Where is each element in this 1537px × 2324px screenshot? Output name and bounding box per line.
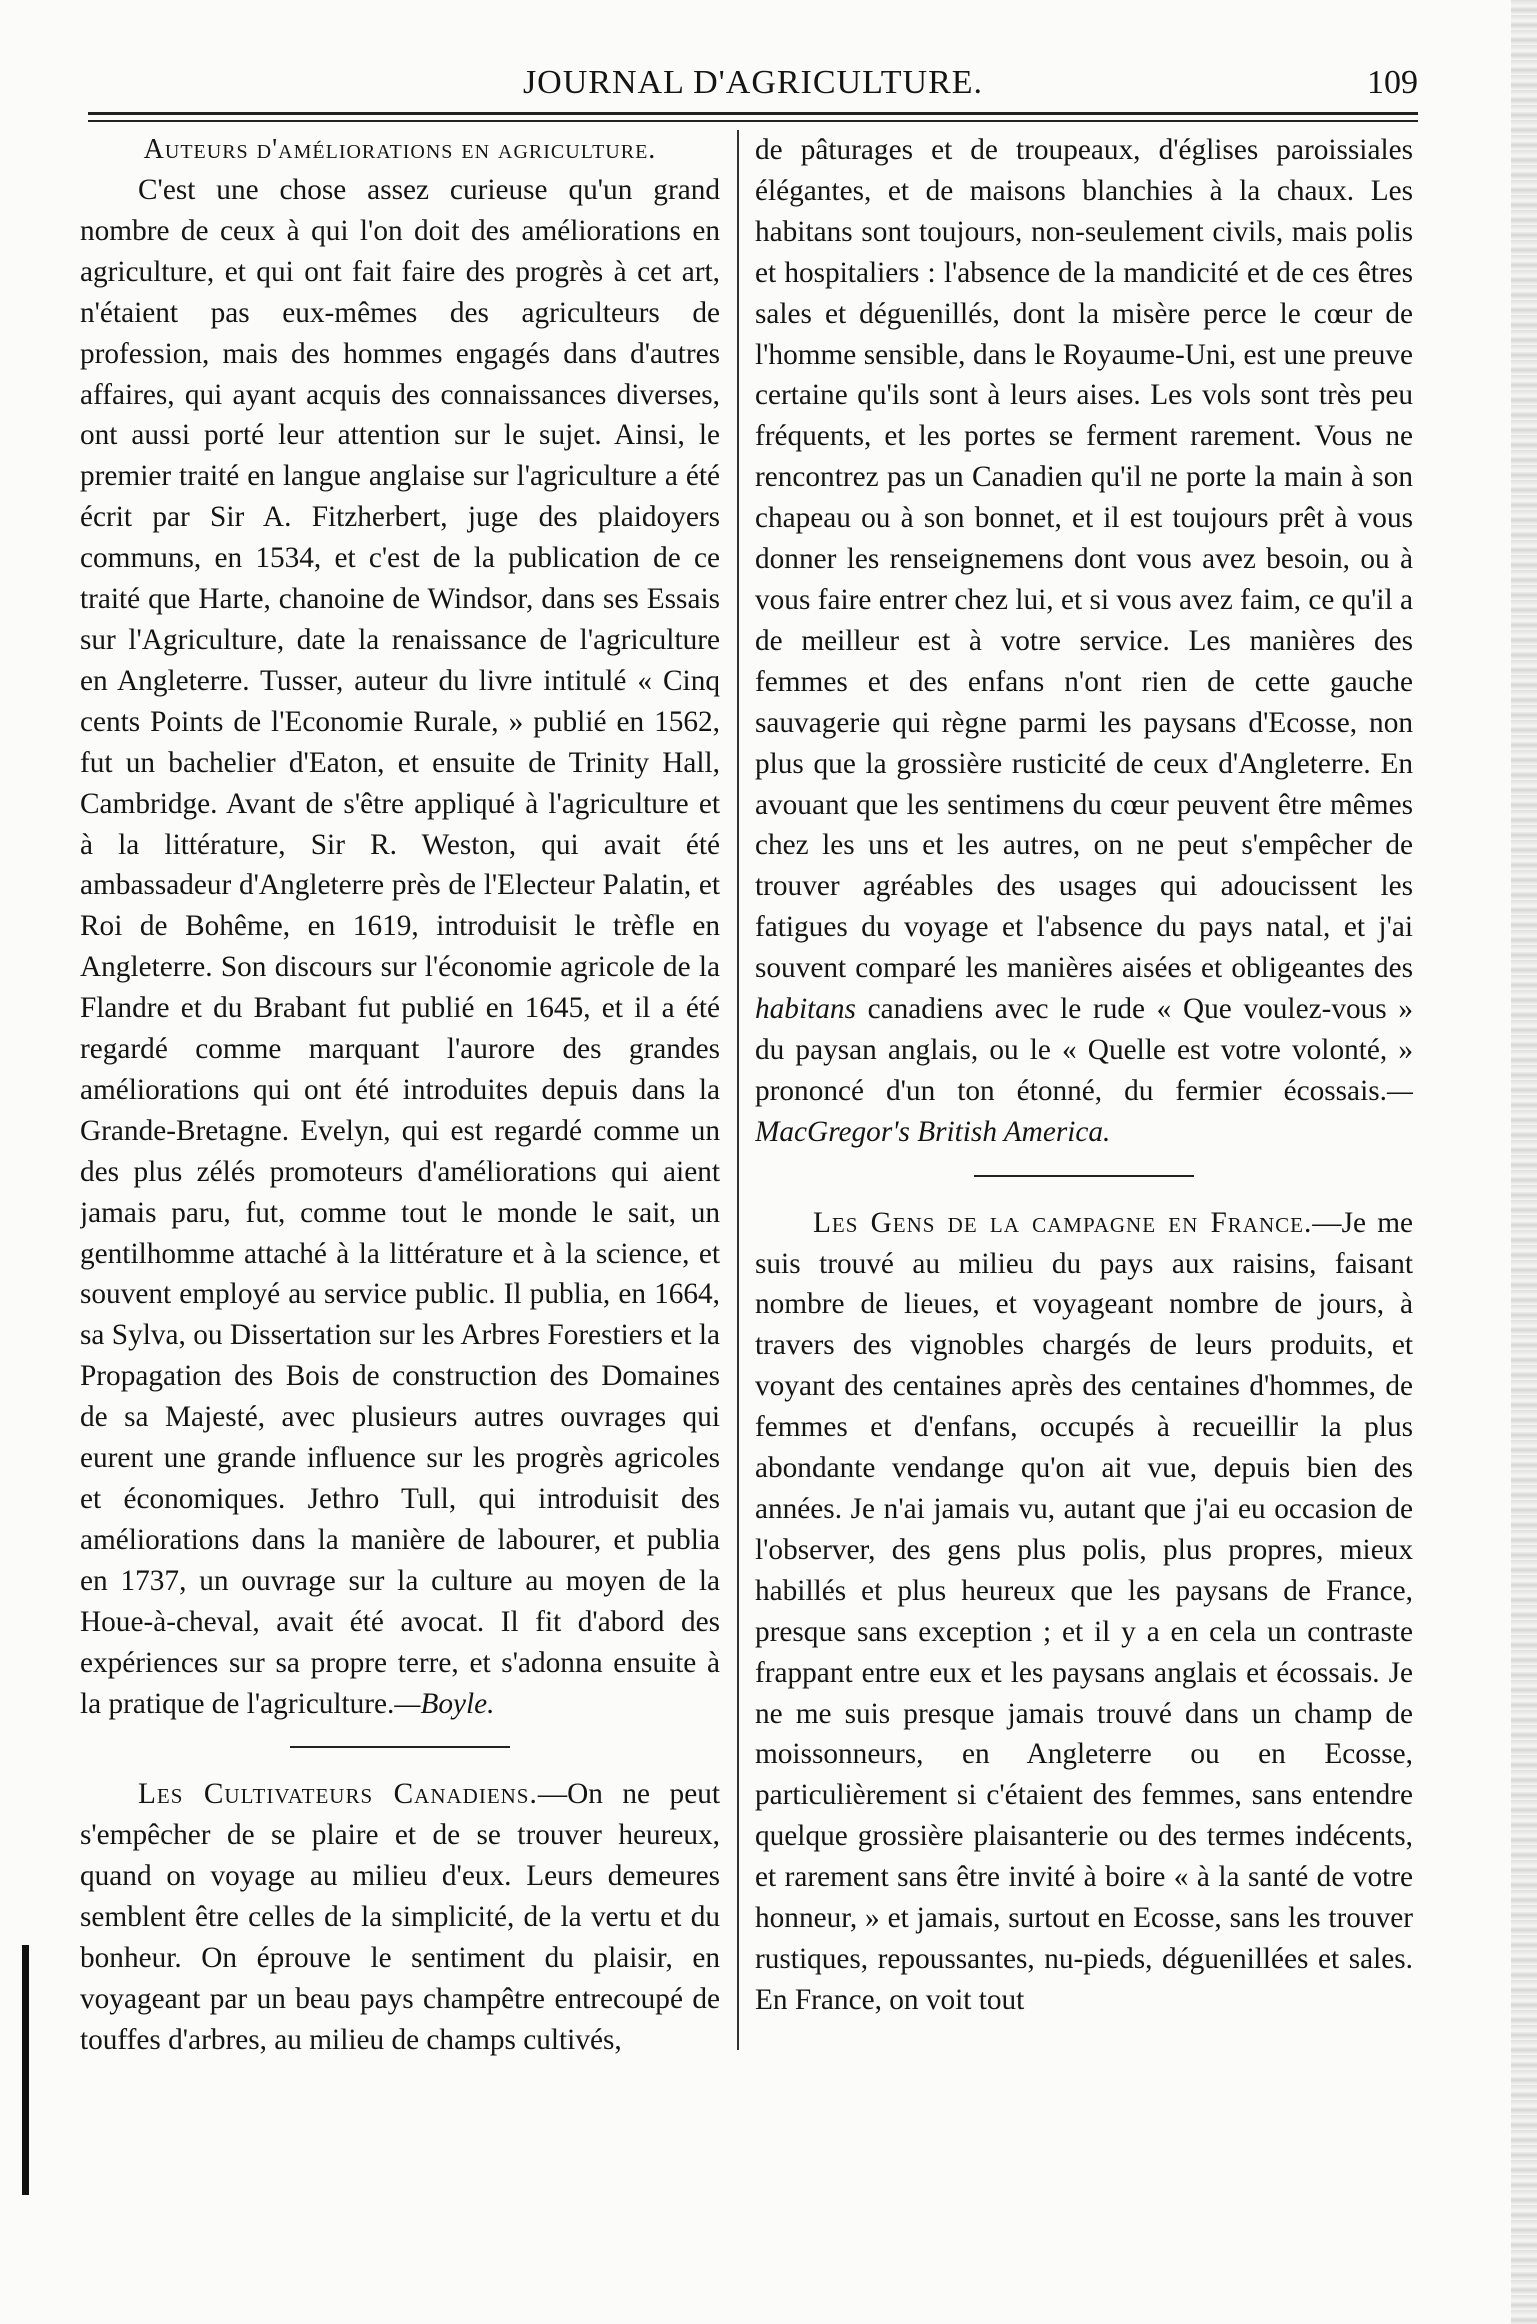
header-rule-thin xyxy=(88,120,1418,122)
italic-term: habitans xyxy=(755,993,856,1026)
running-header xyxy=(88,60,1418,110)
article-separator xyxy=(974,1175,1194,1177)
page-number: 109 xyxy=(1367,64,1418,101)
article-paragraph xyxy=(755,1203,1413,2021)
column-divider xyxy=(737,130,739,2050)
article-body: C'est une chose assez curieuse qu'un grand nombre de ceux à qui l'on doit des améliorations en agriculture, et qui ont fait faire des progrès à cet art, n'étaient pas eux-mêmes des agriculteurs de profession, mais des hommes engagés dans d'autres affaires, qui ayant acquis des connaissances diverses, ont aussi porté leur attention sur le sujet. Ainsi, le premier traité en langue anglaise sur l'agriculture a été écrit par Sir A. Fitzherbert, juge des plaidoyers communs, en 1534, et c'est de la publication de ce traité que Harte, chanoine de Windsor, dans ses Essais sur l'Agriculture, date la renaissance de l'agriculture en Angleterre. Tusser, auteur du livre intitulé « Cinq cents Points de l'Economie Rurale, » publié en 1562, fut un bachelier d'Eaton, et ensuite de Trinity Hall, Cambridge. Avant de s'être appliqué à l'agriculture et à la littérature, Sir R. Weston, qui avait été ambassadeur d'Angleterre près de l'Electeur Palatin, et Roi de Bohême, en 1619, introduisit le trèfle en Angleterre. Son discours sur l'économie agricole de la Flandre et du Brabant fut publié en 1645, et il a été regardé comme marquant l'aurore des grandes améliorations qui ont été introduites depuis dans la Grande-Bretagne. Evelyn, qui est regardé comme un des plus zélés promoteurs d'améliorations qui aient jamais paru, fut, comme tout le monde le sait, un gentilhomme attaché à la littérature et à la science, et souvent employé au service public. Il publia, en 1664, sa Sylva, ou Dissertation sur les Arbres Forestiers et la Propagation des Bois de construction des Domaines de sa Majesté, avec plusieurs autres ouvrages qui eurent une grande influence sur les progrès agricoles et économiques. Jethro Tull, qui introduisit des améliorations dans la manière de labourer, et publia en 1737, un ouvrage sur la culture au moyen de la Houe-à-cheval, avait été avocat. Il fit d'abord des expériences sur sa propre terre, et s'adonna ensuite à la pratique de l'agriculture. xyxy=(80,174,720,1720)
article-paragraph xyxy=(80,1774,720,2060)
article-paragraph xyxy=(80,170,720,1724)
article-cultivateurs xyxy=(80,1774,720,2060)
margin-mark xyxy=(22,1945,29,2195)
article-auteurs xyxy=(80,130,720,1724)
article-body: de pâturages et de troupeaux, d'églises paroissiales élégantes, et de maisons blanchies à la chaux. Les habitans sont toujours, non-seulement civils, mais polis et hospitaliers : l'absence de la mandicité et de ces êtres sales et déguenillés, dont la misère perce le cœur de l'homme sensible, dans le Royaume-Uni, est une preuve certaine qu'ils sont à leurs aises. Les vols sont très peu fréquents, et les portes se ferment rarement. Vous ne rencontrez pas un Canadien qu'il ne porte la main à son chapeau ou à son bonnet, et il est toujours prêt à vous donner les renseignemens dont vous avez besoin, ou à vous faire entrer chez lui, et si vous avez faim, ce qu'il a de meilleur est à votre service. Les manières des femmes et des enfans n'ont rien de cette gauche sauvagerie qui règne parmi les paysans d'Ecosse, non plus que la grossière rusticité de ceux d'Angleterre. En avouant que les sentimens du cœur peuvent être mêmes chez les uns et les autres, on ne peut s'empêcher de trouver agréables des usages qui adoucissent les fatigues du voyage et l'absence du pays natal, et j'ai souvent comparé les manières aisées et obligeantes des xyxy=(755,134,1413,985)
right-column xyxy=(755,130,1413,2255)
article-body: —Je me suis trouvé au milieu du pays aux raisins, faisant nombre de lieues, et voyageant nombre de jours, à travers des vignobles chargés de leurs produits, et voyant des centaines après des centaines d'hommes, de femmes et d'enfans, occupés à recueillir la plus abondante vendange qu'on ait vue, depuis bien des années. Je n'ai jamais vu, autant que j'ai eu occasion de l'observer, des gens plus polis, plus propres, mieux habillés et plus heureux que les paysans de France, presque sans exception ; et il y a en cela un contraste frappant entre eux et les paysans anglais et écossais. Je ne me suis presque jamais trouvé dans un champ de moissonneurs, en Angleterre ou en Ecosse, particulièrement si c'étaient des femmes, sans entendre quelque grossière plaisanterie ou des termes indécents, et rarement sans être invité à boire « à la santé de votre honneur, » et jamais, surtout en Ecosse, sans les trouver rustiques, repoussantes, nu-pieds, déguenillées et sales. En France, on voit tout xyxy=(755,1206,1413,2016)
article-cultivateurs-continued xyxy=(755,130,1413,1153)
header-rule-thick xyxy=(88,112,1418,115)
article-paragraph xyxy=(755,130,1413,1153)
left-column xyxy=(80,130,720,2255)
article-source: —Boyle. xyxy=(394,1687,495,1720)
article-separator xyxy=(290,1746,510,1748)
journal-title: JOURNAL D'AGRICULTURE. xyxy=(522,64,984,101)
article-body-end: canadiens avec le rude « Que voulez-vous » du paysan anglais, ou le « Quelle est votre volonté, » prononcé d'un ton étonné, du fermier écossais. xyxy=(755,993,1413,1107)
article-heading: Les Cultivateurs Canadiens. xyxy=(138,1778,538,1811)
page-edge xyxy=(1511,0,1537,2324)
article-heading: Les Gens de la campagne en France. xyxy=(813,1206,1313,1239)
article-source: —MacGregor's British America. xyxy=(755,1074,1413,1148)
article-body: —On ne peut s'empêcher de se plaire et de se trouver heureux, quand on voyage au milieu d'eux. Leurs demeures semblent être celles de la simplicité, de la vertu et du bonheur. On éprouve le sentiment du plaisir, en voyageant par un beau pays champêtre entrecoupé de touffes d'arbres, au milieu de champs cultivés, xyxy=(80,1778,720,2056)
article-heading: Auteurs d'améliorations en agriculture. xyxy=(143,134,657,165)
article-gens-campagne xyxy=(755,1203,1413,2021)
